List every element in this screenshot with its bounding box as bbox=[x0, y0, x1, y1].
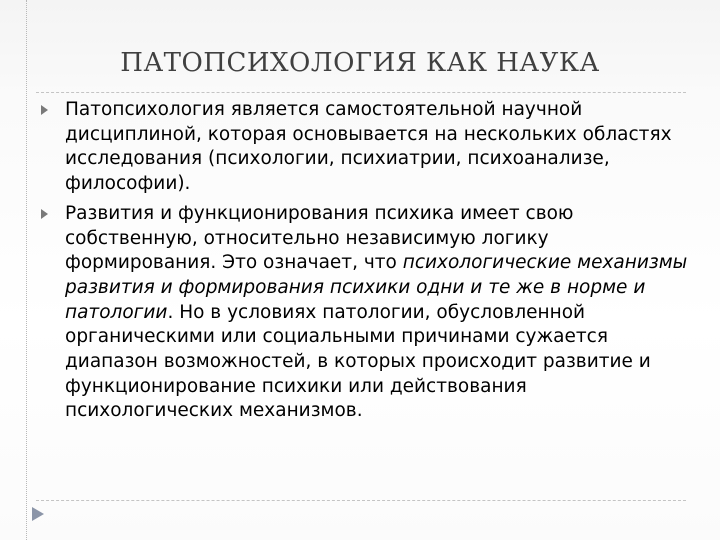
bottom-divider bbox=[36, 500, 686, 501]
bullet-item bbox=[40, 98, 700, 197]
bullet-text-end: . Но в условиях патологии, обусловленной органическими или социальными причинами сужается диапазон возможностей, в которых происходит развитие и функционирование психики или действования психологических механизмов. bbox=[65, 301, 651, 422]
chevron-right-icon[interactable] bbox=[30, 506, 46, 522]
slide-title: ПАТОПСИХОЛОГИЯ КАК НАУКА bbox=[120, 48, 600, 78]
slide-content bbox=[40, 98, 700, 429]
triangle-bullet-icon bbox=[41, 105, 48, 115]
bullet-text-start: Развития и функционирования психика имеет свою собственную, относительно независимую логику формирования. Это означает, что bbox=[65, 202, 574, 274]
bullet-text-emphasis: психологические механизмы развития и формирования психики одни и те же в норме и патологии bbox=[65, 252, 688, 323]
triangle-bullet-icon bbox=[41, 209, 48, 219]
bullet-item bbox=[40, 202, 700, 424]
bullet-text: Патопсихология является самостоятельной научной дисциплиной, которая основывается на нескольких областях исследования (психологии, психиатрии, психоанализе, философии). bbox=[65, 99, 672, 195]
title-divider bbox=[36, 92, 686, 93]
left-margin-rule bbox=[26, 0, 27, 540]
